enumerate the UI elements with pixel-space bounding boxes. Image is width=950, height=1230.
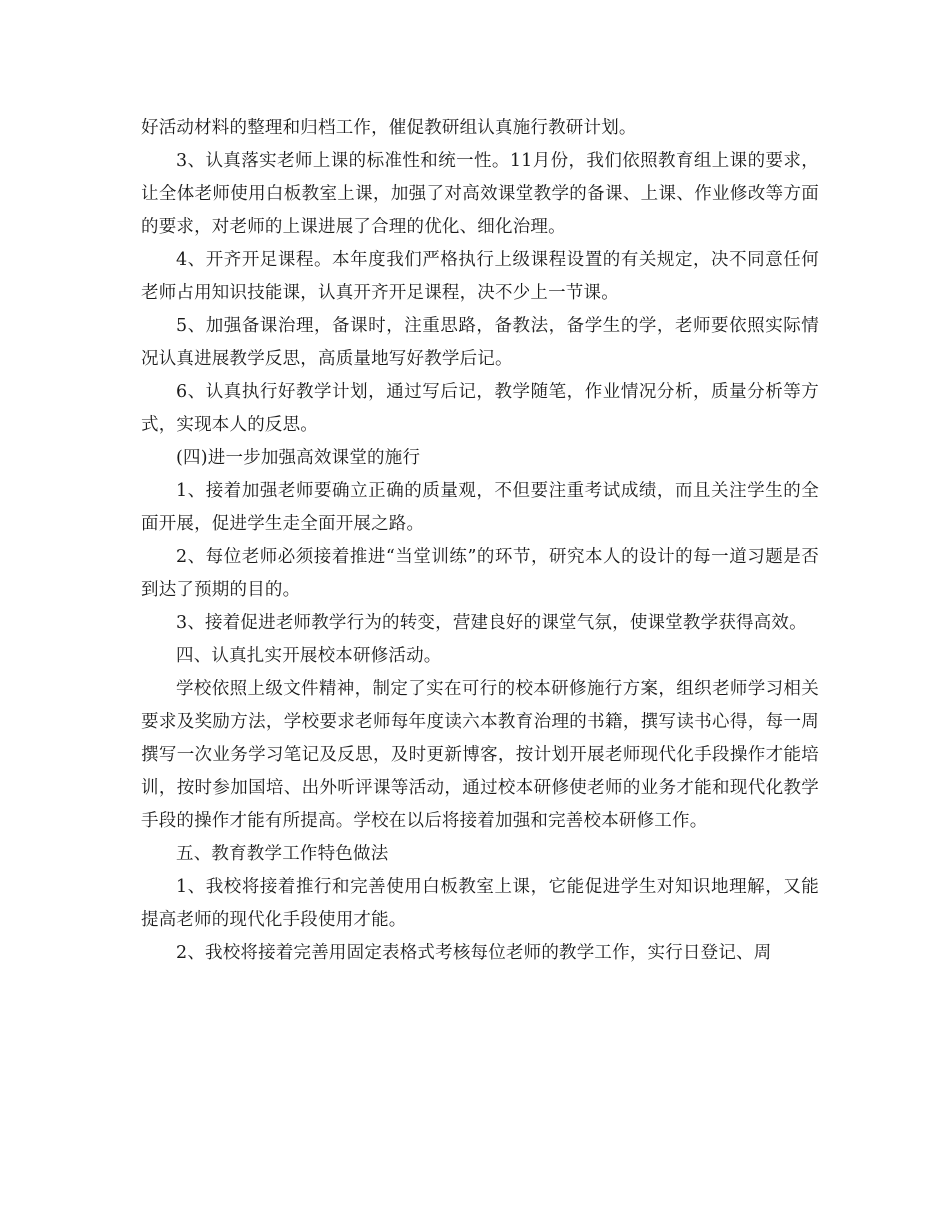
paragraph: 四、认真扎实开展校本研修活动。 (176, 646, 442, 666)
paragraph: 3、认真落实老师上课的标准性和统一性。11月份，我们依照教育组上课的要求，让全体老师使用白板教室上课，加强了对高效课堂教学的备课、上课、作业修改等方面的要求，对老师的上课进展了合理的优化、细化治理。 (141, 151, 819, 237)
paragraph: 5、加强备课治理，备课时，注重思路，备教法，备学生的学，老师要依照实际情况认真进展教学反思，高质量地写好教学后记。 (141, 316, 819, 369)
paragraph: 学校依照上级文件精神，制定了实在可行的校本研修施行方案，组织老师学习相关要求及奖励方法，学校要求老师每年度读六本教育治理的书籍，撰写读书心得，每一周撰写一次业务学习笔记及反思，及时更新博客，按计划开展老师现代化手段操作才能培训，按时参加国培、出外听评课等活动，通过校本研修使老师的业务才能和现代化教学手段的操作才能有所提高。学校在以后将接着加强和完善校本研修工作。 (141, 679, 819, 831)
paragraph: 好活动材料的整理和归档工作，催促教研组认真施行教研计划。 (141, 118, 637, 138)
paragraph: 1、我校将接着推行和完善使用白板教室上课，它能促进学生对知识地理解，又能提高老师的现代化手段使用才能。 (141, 877, 819, 930)
paragraph: 2、每位老师必须接着推进“当堂训练”的环节，研究本人的设计的每一道习题是否到达了预期的目的。 (141, 547, 819, 600)
paragraph: 2、我校将接着完善用固定表格式考核每位老师的教学工作，实行日登记、周 (176, 943, 772, 963)
paragraph: 五、教育教学工作特色做法 (176, 844, 389, 864)
paragraph: 6、认真执行好教学计划，通过写后记，教学随笔，作业情况分析，质量分析等方式，实现本人的反思。 (141, 382, 819, 435)
paragraph: (四)进一步加强高效课堂的施行 (176, 448, 421, 468)
paragraph: 4、开齐开足课程。本年度我们严格执行上级课程设置的有关规定，决不同意任何老师占用知识技能课，认真开齐开足课程，决不少上一节课。 (141, 250, 819, 303)
paragraph: 1、接着加强老师要确立正确的质量观，不但要注重考试成绩，而且关注学生的全面开展，促进学生走全面开展之路。 (141, 481, 819, 534)
paragraph: 3、接着促进老师教学行为的转变，营建良好的课堂气氛，使课堂教学获得高效。 (176, 613, 807, 633)
document-body (141, 112, 819, 970)
